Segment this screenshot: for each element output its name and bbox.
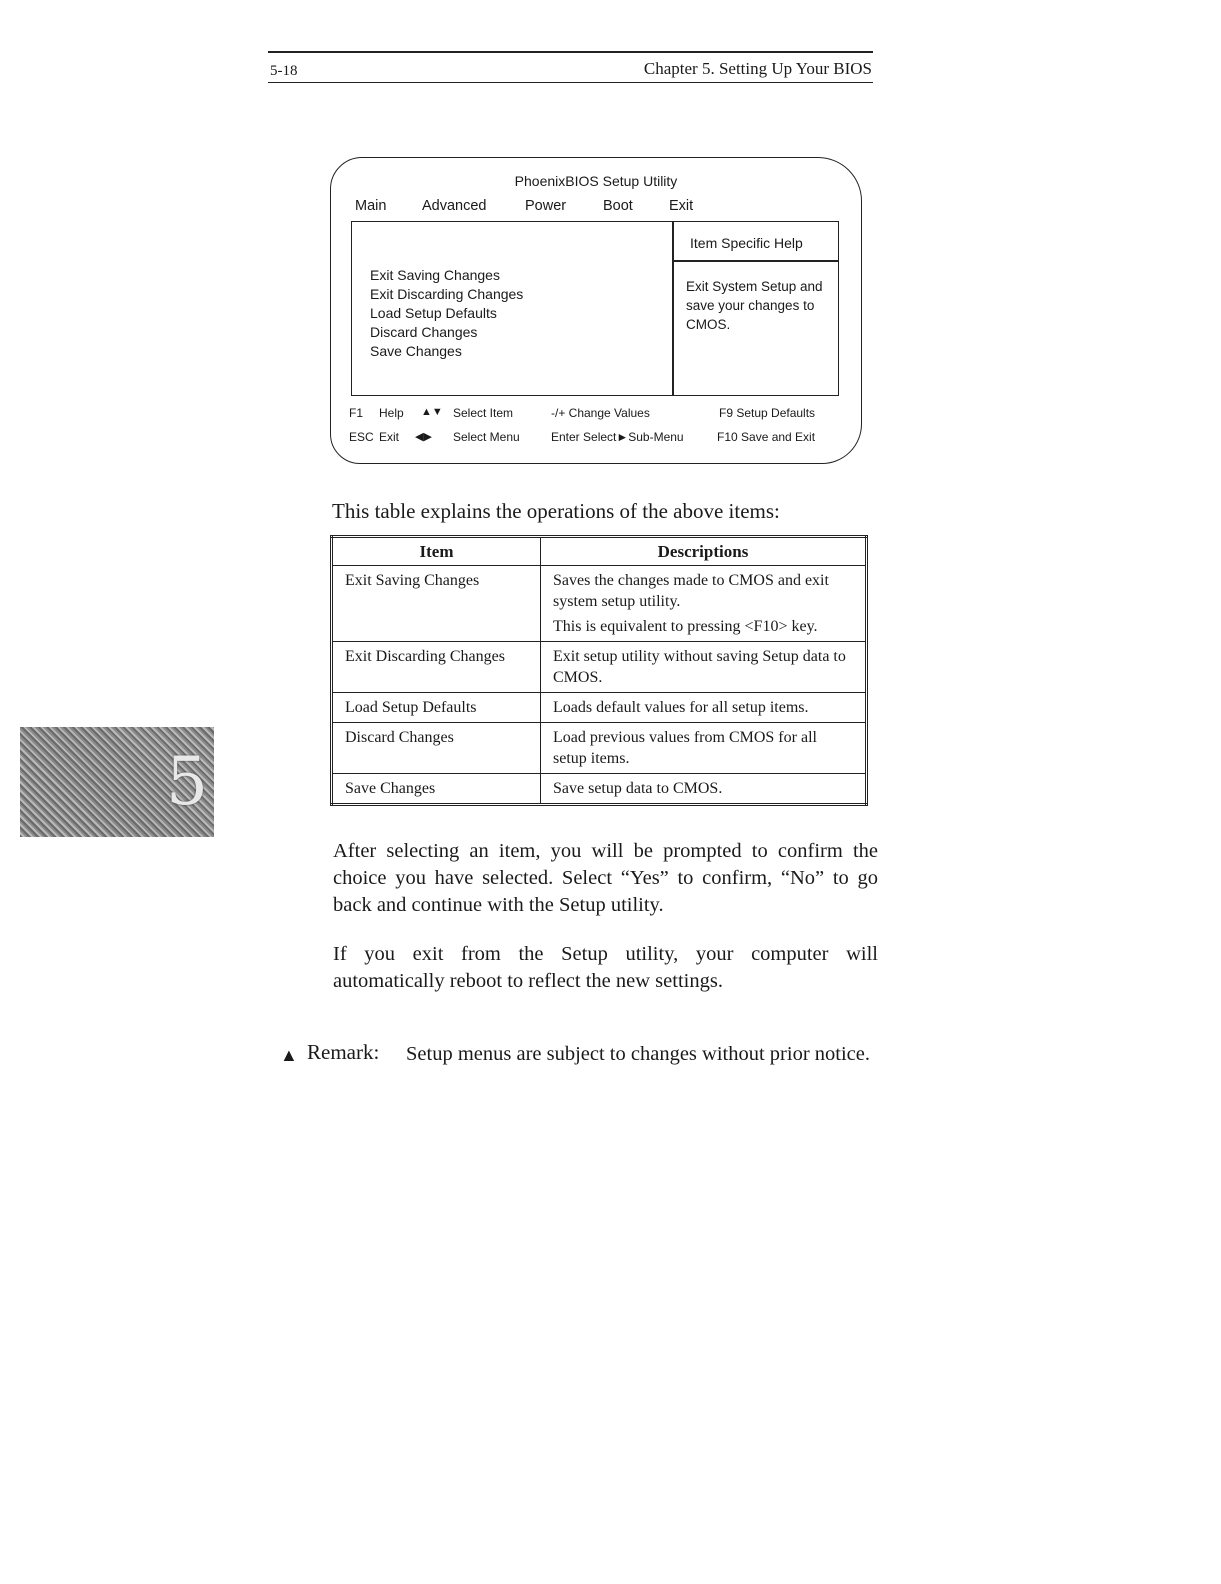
bios-item-save-changes: Save Changes [370,343,462,359]
table-cell-item: Load Setup Defaults [332,693,541,723]
desc-line: Exit setup utility without saving Setup data to CMOS. [553,648,846,686]
table-header-item: Item [332,537,541,566]
help-text: Exit System Setup and save your changes to CMOS. [686,279,823,332]
bios-menu-exit: Exit [669,198,694,214]
table-cell-desc [541,566,867,642]
header-rule-bottom [268,82,873,83]
bios-panel-divider [672,222,674,395]
table-cell-item: Discard Changes [332,723,541,774]
bios-menu-boot: Boot [603,198,633,214]
leftright-arrows-icon: ◀▶ [415,431,432,443]
bios-item-load-defaults: Load Setup Defaults [370,305,497,321]
table-intro: This table explains the operations of the above items: [332,499,780,523]
remark-text: Setup menus are subject to changes without prior notice. [406,1043,870,1065]
bios-item-exit-saving: Exit Saving Changes [370,267,500,283]
desc-line: Load previous values from CMOS for all setup items. [553,729,817,767]
table-cell-desc [541,774,867,805]
remark-label: Remark: [307,1040,380,1064]
table-cell-desc [541,723,867,774]
esc-key: ESC [349,430,374,444]
operations-table [330,535,868,806]
page-number: 5-18 [270,63,298,79]
help-heading-rule [672,260,838,262]
table-row [332,693,867,723]
header-rule-top [268,51,873,53]
table-row [332,642,867,693]
table-row [332,723,867,774]
bios-item-exit-discarding: Exit Discarding Changes [370,286,524,302]
table-cell-desc [541,642,867,693]
table-row [332,566,867,642]
chapter-title: Chapter 5. Setting Up Your BIOS [643,59,872,78]
help-heading: Item Specific Help [690,235,803,251]
table-cell-item: Exit Discarding Changes [332,642,541,693]
desc-line: Saves the changes made to CMOS and exit system setup utility. [553,572,829,610]
f1-key: F1 [349,406,364,420]
bios-item-list [370,266,523,361]
select-menu-label: Select Menu [453,430,520,444]
table-header-row [332,537,867,566]
enter-submenu-label: Enter Select►Sub-Menu [551,430,684,444]
bios-title: PhoenixBIOS Setup Utility [514,173,678,189]
desc-line: Save setup data to CMOS. [553,780,723,797]
table-cell-item: Exit Saving Changes [332,566,541,642]
remark-triangle-icon: ▲ [280,1045,298,1065]
change-values-label: -/+ Change Values [551,406,650,420]
table-cell-item: Save Changes [332,774,541,805]
reboot-paragraph: If you exit from the Setup utility, your computer will automatically reboot to reflect the new settings. [333,943,878,992]
bios-screen [330,157,862,464]
table-header-descriptions: Descriptions [541,537,867,566]
table-row [332,774,867,805]
table-cell-desc [541,693,867,723]
desc-line: Loads default values for all setup items. [553,699,809,716]
updown-arrows-icon: ▲▼ [421,406,443,418]
bios-menu-main: Main [355,198,387,214]
bios-item-discard-changes: Discard Changes [370,324,478,340]
f10-save-exit: F10 Save and Exit [717,430,816,444]
chapter-tab-number: 5 [166,743,208,820]
bios-menu-advanced: Advanced [422,198,487,214]
select-item-label: Select Item [453,406,514,420]
bios-menu-power: Power [525,198,567,214]
bios-panel [351,221,839,396]
desc-line: This is equivalent to pressing <F10> key. [553,618,818,635]
esc-label: Exit [379,430,400,444]
f9-setup-defaults: F9 Setup Defaults [719,406,816,420]
f1-label: Help [379,406,404,420]
confirm-paragraph: After selecting an item, you will be prompted to confirm the choice you have selected. Select “Yes” to confirm, “No” to go back and continue with the Setup utility. [333,840,878,916]
